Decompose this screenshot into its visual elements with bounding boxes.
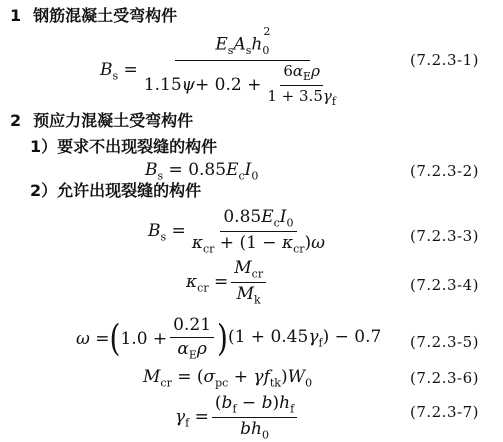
subsection-2-heading (30, 183, 201, 199)
fraction: $\frac{(b_f - b)h_f}{bh_0}$ (212, 394, 297, 442)
subsection-number: 2） (30, 181, 58, 200)
fraction: $\frac{6\alpha_E\rho}{1 + 3.5\gamma_f}$ (267, 62, 336, 109)
subsection-title: 允许出现裂缝的构件 (57, 181, 202, 200)
fraction: $\frac{0.85E_cI_0}{\kappa_{cr} + (1 - \kappa_{cr})\omega}$ (191, 207, 326, 256)
fraction: $E_sA_sh_0^2$ 1.15 ψ + 0.2 + $\frac{6\alpha_E\rho}{1 + 3.5\gamma_f}$ (141, 34, 345, 108)
equation-number: (7.2.3-6) (410, 369, 479, 387)
section-number: 2 (10, 111, 22, 130)
section-title: 钢筋混凝土受弯构件 (33, 6, 178, 25)
equation-number: (7.2.3-1) (410, 51, 479, 69)
section-title: 预应力混凝土受弯构件 (33, 111, 194, 130)
equation-number: (7.2.3-2) (410, 162, 479, 180)
fraction: $\frac{0.21}{\alpha_E\rho}$ (170, 316, 214, 361)
section-1-heading (10, 8, 177, 24)
equation-number: (7.2.3-7) (410, 403, 479, 421)
equation-7-2-3-7: $\gamma_f$ = $\frac{(b_f - b)h_f}{bh_0}$ (175, 394, 300, 442)
equation-7-2-3-1: $B_s$ = $E_sA_sh_0^2$ 1.15 ψ + 0.2 + $\frac{6\alpha_E\rho}{1 + 3.5\gamma_f}$ (100, 34, 348, 108)
subsection-number: 1） (30, 137, 58, 156)
subsection-1-heading (30, 139, 217, 155)
equation-7-2-3-4: $\kappa_{cr}$ = $\frac{M_{cr}}{M_k}$ (186, 259, 269, 307)
subsection-title: 要求不出现裂缝的构件 (57, 137, 218, 156)
equation-number: (7.2.3-4) (410, 276, 479, 294)
section-number: 1 (10, 6, 22, 25)
fraction: $\frac{M_{cr}}{M_k}$ (231, 259, 266, 307)
equation-number: (7.2.3-5) (410, 333, 479, 351)
equation-7-2-3-5: ω = ( 1.0 + $\frac{0.21}{\alpha_E\rho}$ ) $(1 + 0.45\gamma_f) - 0.7$ (76, 315, 382, 362)
equation-7-2-3-6: $M_{cr} = (\sigma_{pc} + \gamma f_{tk})W_0$ (143, 367, 313, 390)
equation-7-2-3-2: $B_s = 0.85E_cI_0$ (145, 160, 259, 183)
equation-number: (7.2.3-3) (410, 227, 479, 245)
equation-7-2-3-3: $B_s$ = $\frac{0.85E_cI_0}{\kappa_{cr} + (1 - \kappa_{cr})\omega}$ (148, 208, 331, 256)
section-2-heading (10, 113, 193, 129)
